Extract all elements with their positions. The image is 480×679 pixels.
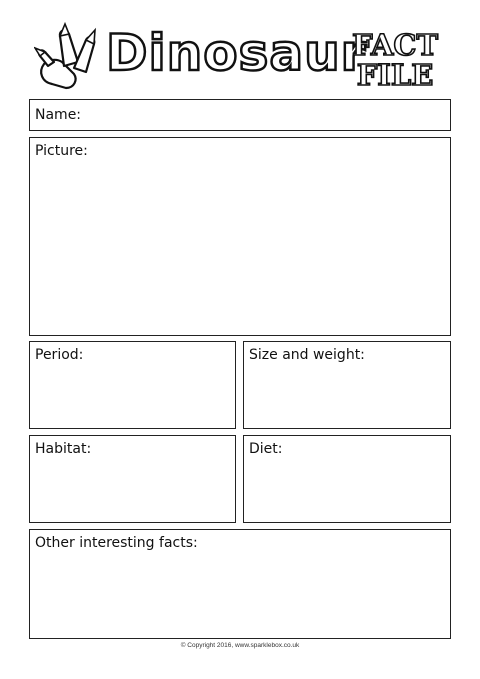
other-facts-field[interactable] xyxy=(29,529,451,639)
dinosaur-claw-icon xyxy=(34,22,106,94)
diet-field[interactable] xyxy=(243,435,451,523)
copyright-notice: © Copyright 2016, www.sparklebox.co.uk xyxy=(180,642,300,649)
fact-file-subtitle xyxy=(352,30,438,90)
diet-label: Diet: xyxy=(249,441,283,457)
habitat-field[interactable] xyxy=(29,435,236,523)
name-label: Name: xyxy=(35,107,82,123)
worksheet-header xyxy=(0,0,480,98)
size-weight-field[interactable] xyxy=(243,341,451,429)
picture-field[interactable] xyxy=(29,137,451,336)
size-weight-label: Size and weight: xyxy=(249,347,365,363)
habitat-label: Habitat: xyxy=(35,441,92,457)
period-field[interactable] xyxy=(29,341,236,429)
name-field[interactable] xyxy=(29,99,451,131)
picture-label: Picture: xyxy=(35,143,88,159)
period-label: Period: xyxy=(35,347,84,363)
subtitle-line-fact: FACT xyxy=(352,28,439,62)
other-facts-label: Other interesting facts: xyxy=(35,535,198,551)
subtitle-line-file: FILE xyxy=(356,58,434,92)
page-title: Dinosaur xyxy=(106,24,367,82)
